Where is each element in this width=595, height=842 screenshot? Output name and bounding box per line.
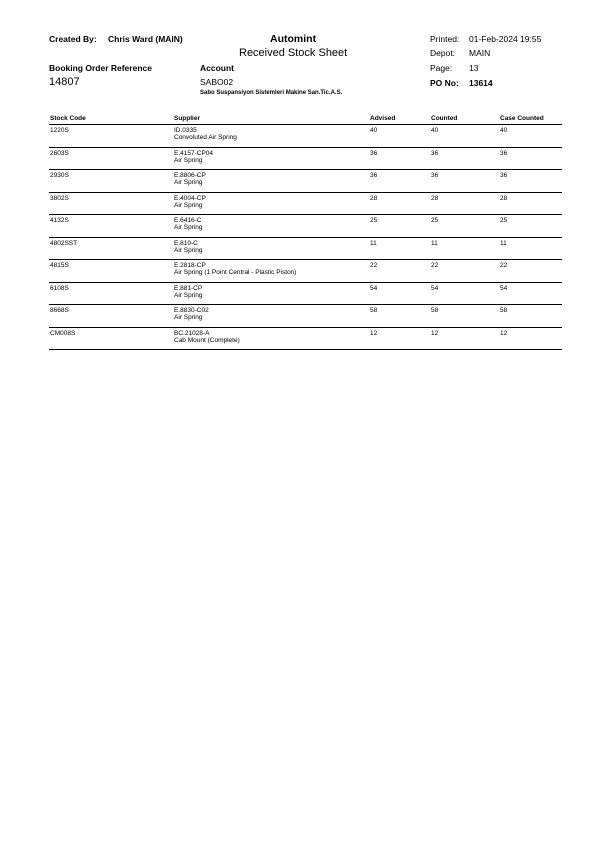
case-counted-cell: 36: [500, 149, 508, 157]
depot-label: Depot:: [430, 48, 456, 58]
case-counted-cell: 58: [500, 307, 508, 314]
item-description: Air Spring: [174, 291, 203, 299]
supplier-cell: [174, 127, 237, 141]
created-by-label: Created By:: [49, 34, 97, 44]
table-body: [49, 125, 562, 350]
table-header-row: [49, 114, 562, 125]
stock-code-cell: 4815S: [50, 262, 69, 269]
supplier-code: E.4157-CP04: [174, 149, 214, 157]
stock-code-cell: 3802S: [50, 194, 69, 202]
stock-code-cell: 8668S: [50, 307, 69, 314]
case-counted-cell: 11: [500, 239, 507, 247]
supplier-code: E.2818-CP: [174, 262, 206, 269]
case-counted-cell: 40: [500, 127, 508, 134]
counted-cell: 36: [431, 149, 439, 157]
supplier-cell: [174, 330, 240, 344]
supplier-code: E.881-CP: [174, 284, 203, 292]
account-label: Account: [200, 63, 234, 73]
supplier-code: E.6416-C: [174, 217, 202, 224]
page-value: 13: [469, 63, 479, 73]
stock-code-cell: 2603S: [50, 149, 69, 157]
booking-reference-value: 14807: [49, 76, 80, 88]
supplier-cell: [174, 172, 206, 186]
advised-cell: 28: [370, 194, 378, 202]
advised-cell: 58: [370, 307, 378, 314]
account-name: Sabo Suspansiyon Sistemleri Makine San.Tic.A.S.: [200, 90, 343, 96]
item-description: Air Spring (1 Point Central - Plastic Piston): [174, 269, 297, 276]
column-header-counted: Counted: [431, 115, 458, 122]
column-header-advised: Advised: [370, 115, 396, 122]
supplier-cell: [174, 307, 209, 321]
supplier-code: E.4004-CP: [174, 194, 206, 202]
advised-cell: 22: [370, 262, 378, 269]
counted-cell: 28: [431, 194, 439, 202]
table-row: [49, 238, 562, 261]
counted-cell: 11: [431, 239, 438, 247]
table-row: [49, 283, 562, 306]
advised-cell: 12: [370, 329, 378, 337]
item-description: Air Spring: [174, 314, 203, 321]
po-label: PO No:: [430, 78, 459, 88]
column-header-case-counted: Case Counted: [500, 115, 544, 122]
table-row: [49, 260, 562, 283]
supplier-cell: [174, 262, 296, 276]
table-row: [49, 193, 562, 216]
case-counted-cell: 22: [500, 262, 508, 269]
advised-cell: 54: [370, 284, 378, 292]
item-description: Air Spring: [174, 224, 203, 231]
supplier-code: E.8830-C02: [174, 307, 209, 314]
stock-code-cell: CM008S: [50, 329, 76, 337]
counted-cell: 40: [431, 127, 439, 134]
item-description: Air Spring: [174, 246, 203, 254]
advised-cell: 36: [370, 172, 378, 179]
table-row: [49, 148, 562, 171]
stock-code-cell: 4132S: [50, 217, 69, 224]
item-description: Air Spring: [174, 201, 203, 209]
counted-cell: 58: [431, 307, 439, 314]
page-label: Page:: [430, 63, 453, 73]
supplier-cell: [174, 195, 206, 209]
item-description: Air Spring: [174, 156, 203, 164]
advised-cell: 36: [370, 149, 378, 157]
case-counted-cell: 12: [500, 329, 508, 337]
supplier-cell: [174, 150, 213, 164]
case-counted-cell: 28: [500, 194, 508, 202]
table-row: [49, 215, 562, 238]
stock-table: [49, 114, 562, 350]
table-row: [49, 170, 562, 193]
counted-cell: 25: [431, 217, 439, 224]
depot-value: MAIN: [469, 48, 491, 58]
account-code: SABO02: [200, 77, 234, 87]
item-description: Convoluted Air Spring: [174, 134, 237, 141]
advised-cell: 40: [370, 127, 378, 134]
advised-cell: 25: [370, 217, 378, 224]
po-value: 13614: [469, 78, 493, 88]
table-row: [49, 125, 562, 148]
column-header-stock-code: Stock Code: [50, 115, 86, 122]
supplier-cell: [174, 217, 203, 231]
supplier-cell: [174, 285, 203, 299]
stock-code-cell: 6108S: [50, 284, 69, 292]
stock-code-cell: 4802SST: [50, 239, 78, 247]
case-counted-cell: 36: [500, 172, 508, 179]
company-name: Automint: [270, 33, 317, 45]
counted-cell: 54: [431, 284, 439, 292]
created-by-value: Chris Ward (MAIN): [108, 34, 183, 44]
counted-cell: 12: [431, 329, 439, 337]
counted-cell: 36: [431, 172, 439, 179]
item-description: Cab Mount (Complete): [174, 336, 240, 344]
advised-cell: 11: [370, 239, 377, 247]
case-counted-cell: 54: [500, 284, 508, 292]
table-row: [49, 328, 562, 351]
item-description: Air Spring: [174, 179, 203, 186]
supplier-code: E.810-C: [174, 239, 198, 247]
supplier-cell: [174, 240, 203, 254]
stock-code-cell: 2930S: [50, 172, 69, 179]
printed-value: 01-Feb-2024 19:55: [469, 34, 542, 44]
table-row: [49, 305, 562, 328]
case-counted-cell: 25: [500, 217, 508, 224]
printed-label: Printed:: [430, 34, 460, 44]
counted-cell: 22: [431, 262, 439, 269]
supplier-code: ID.0335: [174, 127, 197, 134]
stock-code-cell: 1220S: [50, 127, 69, 134]
booking-reference-label: Booking Order Reference: [49, 63, 152, 73]
column-header-supplier: Supplier: [174, 115, 201, 122]
supplier-code: BC.21028-A: [174, 329, 210, 337]
supplier-code: E.8806-CP: [174, 172, 206, 179]
sheet-title: Received Stock Sheet: [239, 47, 348, 59]
